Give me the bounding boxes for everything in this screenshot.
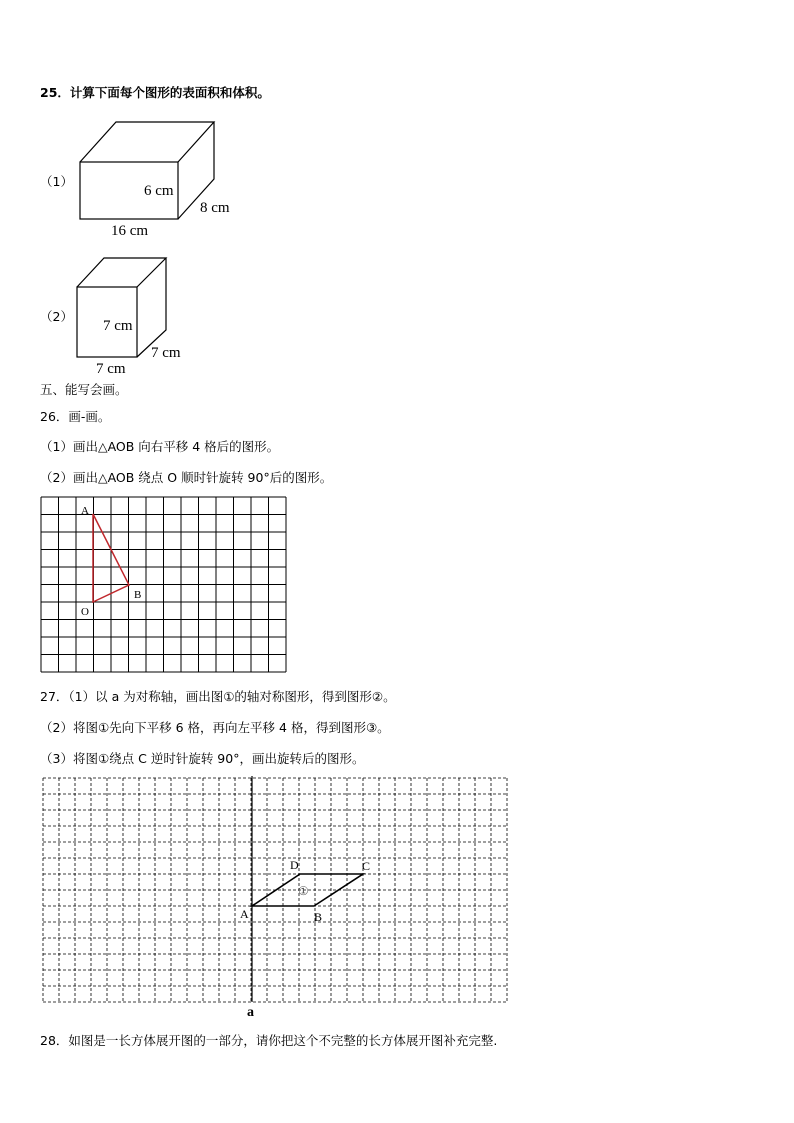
q27-item2: （2）将图①先向下平移 6 格，再向左平移 4 格，得到图形③。: [40, 720, 390, 735]
q25-part2-label: （2）: [40, 309, 73, 324]
q27-grid-figure: [40, 776, 512, 1021]
q26-grid-figure: [38, 495, 290, 675]
cube-top-face: [77, 258, 166, 287]
cuboid-height-label: 6 cm: [144, 183, 174, 199]
q28-title: 28．如图是一长方体展开图的一部分，请你把这个不完整的长方体展开图补充完整.: [40, 1033, 498, 1048]
section5-title: 五、能写会画。: [40, 382, 128, 397]
shape-1-label: ①: [298, 884, 309, 898]
cuboid-figure: [70, 112, 250, 242]
q26-title: 26．画-画。: [40, 409, 111, 424]
cuboid-top-face: [80, 122, 214, 162]
q25-title: 25．计算下面每个图形的表面积和体积。: [40, 85, 270, 100]
point-c-label: C: [362, 859, 371, 873]
point-d-label: D: [290, 858, 299, 872]
cube-depth-label: 7 cm: [151, 345, 181, 361]
q27-item3: （3）将图①绕点 C 逆时针旋转 90°，画出旋转后的图形。: [40, 751, 365, 766]
point-o-label: O: [81, 606, 89, 618]
point-a-label: A: [240, 907, 249, 921]
cuboid-length-label: 16 cm: [111, 223, 149, 239]
q26-item1: （1）画出△AOB 向右平移 4 格后的图形。: [40, 439, 280, 454]
point-b-label: B: [134, 589, 142, 601]
q26-item2: （2）画出△AOB 绕点 O 顺时针旋转 90°后的图形。: [40, 470, 333, 485]
q27-item1: 27．（1）以 a 为对称轴，画出图①的轴对称图形，得到图形②。: [40, 689, 396, 704]
q25-part1-label: （1）: [40, 174, 73, 189]
cube-height-label: 7 cm: [103, 318, 133, 334]
point-a-label: A: [81, 505, 89, 517]
axis-a-label: a: [247, 1005, 254, 1020]
cuboid-depth-label: 8 cm: [200, 200, 230, 216]
point-b-label: B: [314, 910, 323, 924]
q26-grid: [41, 497, 286, 672]
cube-figure: [70, 252, 200, 377]
cube-length-label: 7 cm: [96, 361, 126, 377]
